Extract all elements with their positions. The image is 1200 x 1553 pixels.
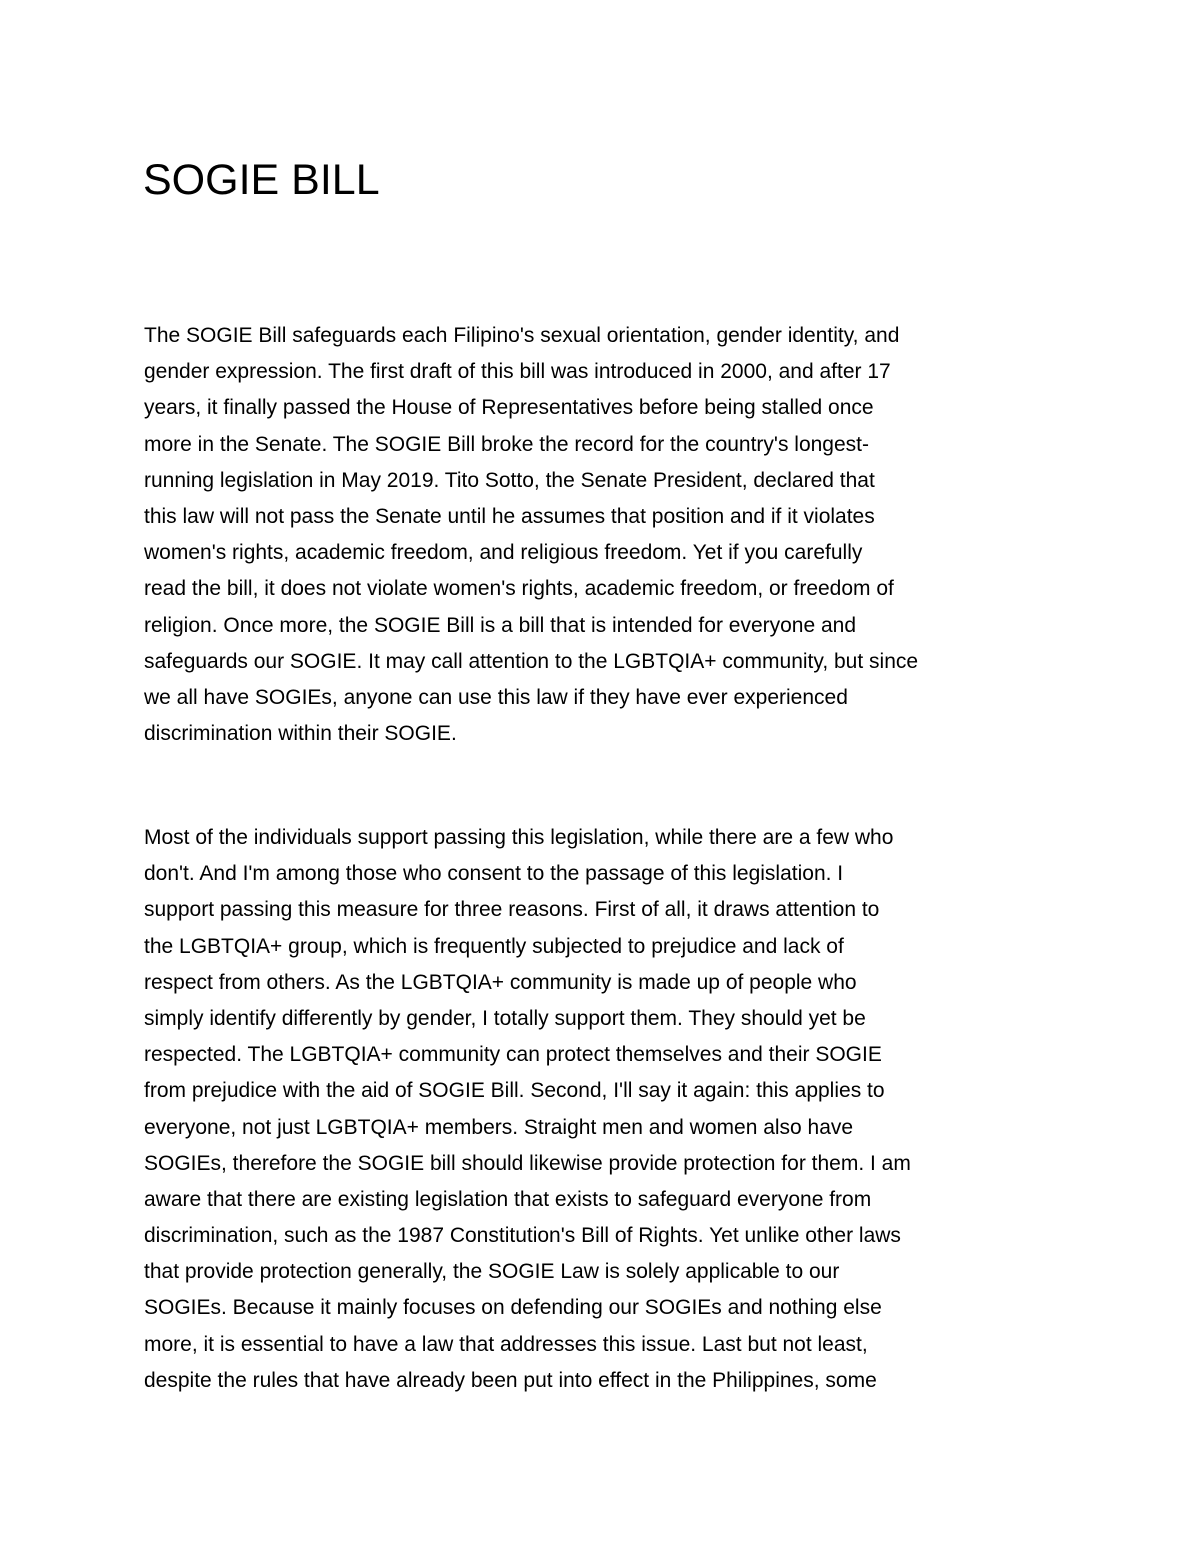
text-line: simply identify differently by gender, I totally support them. They should yet be [144, 1006, 866, 1030]
text-line: we all have SOGIEs, anyone can use this law if they have ever experienced [144, 685, 848, 709]
text-line: running legislation in May 2019. Tito Sotto, the Senate President, declared that [144, 468, 875, 492]
text-line: more in the Senate. The SOGIE Bill broke the record for the country's longest- [144, 432, 869, 456]
text-line: Most of the individuals support passing this legislation, while there are a few who [144, 826, 894, 849]
paragraph-2 [144, 820, 911, 1399]
text-line: The SOGIE Bill safeguards each Filipino's sexual orientation, gender identity, and [144, 324, 900, 347]
text-line: read the bill, it does not violate women's rights, academic freedom, or freedom of [144, 577, 894, 601]
text-line: despite the rules that have already been put into effect in the Philippines, some [144, 1368, 877, 1392]
text-line: years, it finally passed the House of Representatives before being stalled once [144, 396, 874, 420]
text-line: safeguards our SOGIE. It may call attention to the LGBTQIA+ community, but since [144, 649, 919, 673]
text-line: the LGBTQIA+ group, which is frequently subjected to prejudice and lack of [144, 934, 844, 958]
text-line: this law will not pass the Senate until he assumes that position and if it violates [144, 504, 875, 528]
text-line: aware that there are existing legislation that exists to safeguard everyone from [144, 1187, 872, 1211]
text-line: support passing this measure for three reasons. First of all, it draws attention to [144, 898, 880, 922]
text-line: don't. And I'm among those who consent to the passage of this legislation. I [144, 862, 844, 886]
text-line: gender expression. The first draft of this bill was introduced in 2000, and after 17 [144, 360, 891, 384]
text-line: everyone, not just LGBTQIA+ members. Straight men and women also have [144, 1115, 854, 1139]
text-line: religion. Once more, the SOGIE Bill is a bill that is intended for everyone and [144, 613, 857, 637]
text-line: respected. The LGBTQIA+ community can protect themselves and their SOGIE [144, 1043, 882, 1067]
text-line: women's rights, academic freedom, and religious freedom. Yet if you carefully [144, 541, 863, 565]
text-line: SOGIEs, therefore the SOGIE bill should likewise provide protection for them. I am [144, 1151, 911, 1175]
text-line: discrimination, such as the 1987 Constitution's Bill of Rights. Yet unlike other laws [144, 1224, 901, 1248]
text-line: that provide protection generally, the SOGIE Law is solely applicable to our [144, 1260, 840, 1284]
text-line: more, it is essential to have a law that addresses this issue. Last but not least, [144, 1332, 868, 1356]
text-line: from prejudice with the aid of SOGIE Bill. Second, I'll say it again: this applies to [144, 1079, 885, 1103]
paragraph-1 [144, 318, 918, 752]
text-line: discrimination within their SOGIE. [144, 722, 457, 746]
text-line: SOGIEs. Because it mainly focuses on defending our SOGIEs and nothing else [144, 1296, 882, 1320]
text-line: respect from others. As the LGBTQIA+ community is made up of people who [144, 970, 857, 994]
document-title: SOGIE BILL [143, 156, 380, 204]
